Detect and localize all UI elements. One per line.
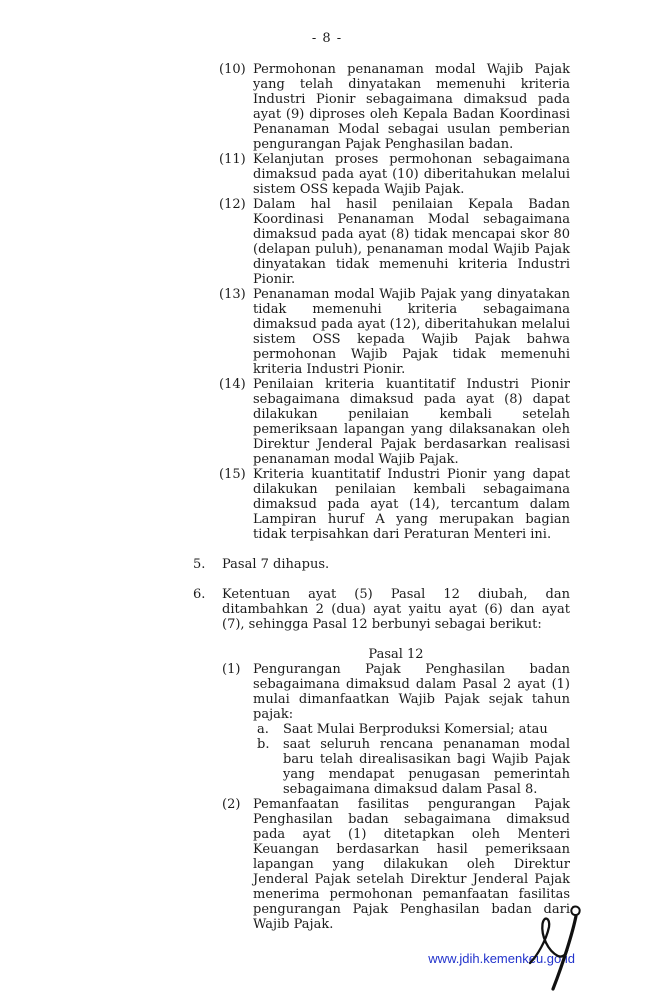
ayat-item-14: [219, 377, 570, 467]
ayat-text: Penilaian kriteria kuantitatif Industri Pionir sebagaimana dimaksud pada ayat (8) dapat dilakukan penilaian kembali setelah pemeriksaan lapangan yang dilaksanakan oleh Direktur Jenderal Pajak berdasarkan realisasi penanaman modal Wajib Pajak.: [253, 377, 570, 467]
ayat-text: Kriteria kuantitatif Industri Pionir yang dapat dilakukan penilaian kembali sebagaimana dimaksud pada ayat (14), tercantum dalam Lampiran huruf A yang merupakan bagian tidak terpisahkan dari Peraturan Menteri ini.: [253, 467, 570, 542]
ayat-text: Pemanfaatan fasilitas pengurangan Pajak Penghasilan badan sebagaimana dimaksud pada ayat (1) ditetapkan oleh Menteri Keuangan berdasarkan hasil pemeriksaan lapangan yang dilakukan oleh Direktur Jenderal Pajak setelah Direktur Jenderal Pajak menerima permohonan pemanfaatan fasilitas pengurangan Pajak Penghasilan badan dari Wajib Pajak.: [253, 797, 570, 932]
ayat-text: Kelanjutan proses permohonan sebagaimana dimaksud pada ayat (10) diberitahukan melalui sistem OSS kepada Wajib Pajak.: [253, 152, 570, 197]
ayat-number: (2): [222, 797, 241, 812]
ayat-text: Permohonan penanaman modal Wajib Pajak yang telah dinyatakan memenuhi kriteria Industri Pionir sebagaimana dimaksud pada ayat (9) diproses oleh Kepala Badan Koordinasi Penanaman Modal sebagai usulan pemberian pengurangan Pajak Penghasilan badan.: [253, 62, 570, 152]
pasal12-ayat-2: [222, 797, 570, 932]
sub-item-list: [257, 722, 570, 797]
ayat-number: (12): [219, 197, 246, 212]
ayat-item-11: [219, 152, 570, 197]
page-number: - 8 -: [311, 31, 343, 46]
outer-item-6: [193, 587, 570, 632]
sub-item-text: saat seluruh rencana penanaman modal baru telah direalisasikan bagi Wajib Pajak yang mendapat penugasan pemerintah sebagaimana dimaksud dalam Pasal 8.: [283, 737, 570, 797]
ayat-list: [219, 62, 570, 542]
handwritten-initials-icon: [522, 903, 586, 993]
ayat-text: Dalam hal hasil penilaian Kepala Badan Koordinasi Penanaman Modal sebagaimana dimaksud pada ayat (8) tidak mencapai skor 80 (delapan puluh), penanaman modal Wajib Pajak dinyatakan tidak memenuhi kriteria Industri Pionir.: [253, 197, 570, 287]
sub-item-letter: b.: [257, 737, 270, 752]
pasal12-ayat-1: [222, 662, 570, 797]
footer-url-link[interactable]: www.jdih.kemenkeu.go.id: [428, 951, 575, 966]
ayat-number: (13): [219, 287, 246, 302]
item-number: 6.: [193, 587, 206, 602]
item-text: Ketentuan ayat (5) Pasal 12 diubah, dan ditambahkan 2 (dua) ayat yaitu ayat (6) dan ayat (7), sehingga Pasal 12 berbunyi sebagai berikut:: [222, 587, 570, 632]
sub-item-b: [257, 737, 570, 797]
ayat-item-10: [219, 62, 570, 152]
ayat-number: (11): [219, 152, 246, 167]
sub-item-letter: a.: [257, 722, 269, 737]
sub-item-text: Saat Mulai Berproduksi Komersial; atau: [283, 722, 548, 737]
ayat-number: (10): [219, 62, 246, 77]
ayat-item-12: [219, 197, 570, 287]
sub-item-a: [257, 722, 570, 737]
ayat-number: (14): [219, 377, 246, 392]
ayat-text-wrap: [253, 662, 570, 797]
ayat-item-15: [219, 467, 570, 542]
item-text: Pasal 7 dihapus.: [222, 557, 330, 572]
pasal-12-ayat-list: [222, 662, 570, 932]
ayat-number: (15): [219, 467, 246, 482]
pasal-12-heading: Pasal 12: [368, 647, 424, 662]
outer-item-5: [193, 557, 570, 572]
ayat-number: (1): [222, 662, 241, 677]
ayat-text: Penanaman modal Wajib Pajak yang dinyatakan tidak memenuhi kriteria sebagaimana dimaksud pada ayat (12), diberitahukan melalui sistem OSS kepada Wajib Pajak bahwa permohonan Wajib Pajak tidak memenuhi kriteria Industri Pionir.: [253, 287, 570, 377]
ayat-text: Pengurangan Pajak Penghasilan badan sebagaimana dimaksud dalam Pasal 2 ayat (1) mulai dimanfaatkan Wajib Pajak sejak tahun pajak:: [253, 662, 570, 722]
item-number: 5.: [193, 557, 206, 572]
ayat-item-13: [219, 287, 570, 377]
